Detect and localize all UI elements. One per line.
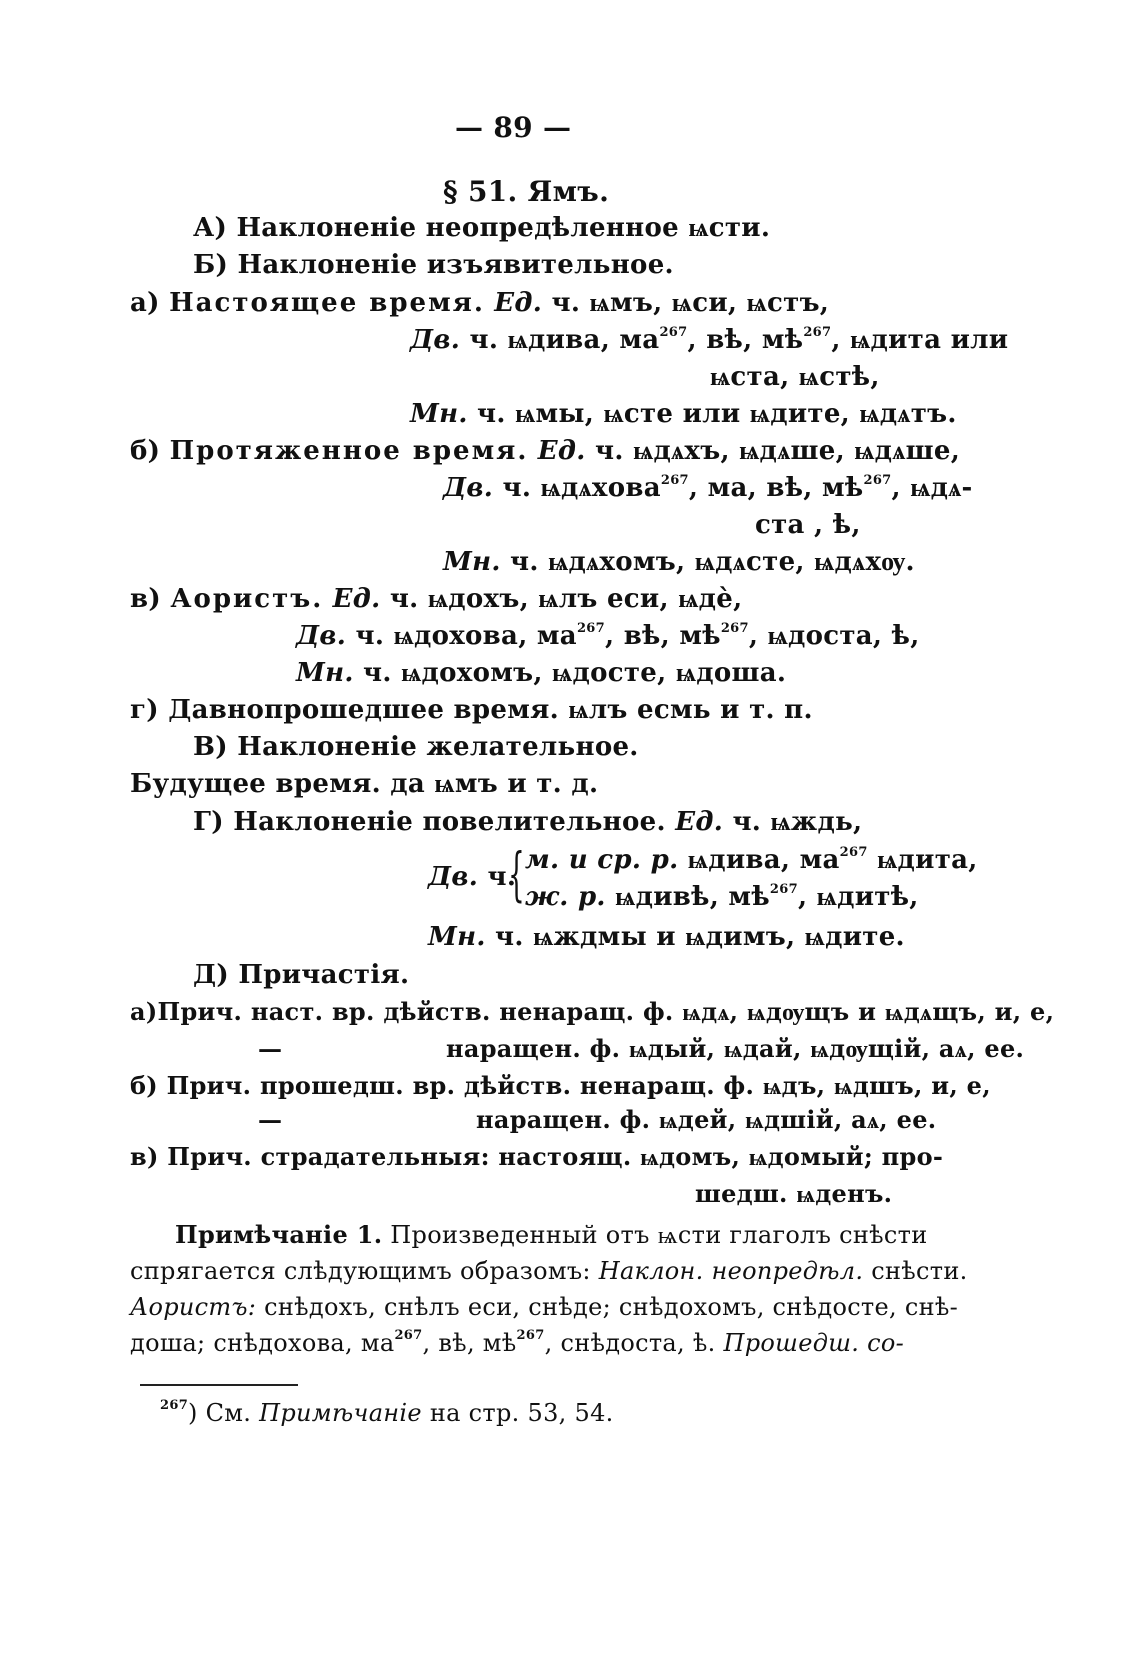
footnote-ref: 267 [839,845,868,860]
mood-a-line [193,213,770,243]
note-line4a: доша; снѣдохова, ма [130,1329,395,1357]
aorist-du-label: Дв. [296,621,347,651]
mood-b-line [193,250,674,280]
footnote-mark: 267 [160,1398,189,1413]
imperfect-sg: ѩдѧхъ, ѩдѧше, ѩдѧше, [633,436,961,466]
footnote [160,1398,614,1428]
footnote-ref: 267 [659,325,688,340]
present-line-2 [410,325,1008,355]
imperfect-line-3: ста , ѣ, [755,510,861,540]
aorist-du-a: ѩдохова, ма [393,621,577,651]
imperfect-ch: ч. [595,436,624,466]
aorist-label: Аористъ. [170,584,324,614]
present-du-label: Дв. [410,325,461,355]
mood-g-du-f-a: ѩдивѣ, мѣ [615,882,770,912]
aorist-marker: в) [130,584,161,614]
present-du-ch: ч. [469,325,499,355]
imperfect-du-1b: , ма, вѣ, мѣ [688,473,864,503]
future-form: да ѩмъ и т. д. [390,769,599,799]
present-du-1b: , вѣ, мѣ [687,325,804,355]
participle-a2-label: наращен. [446,1034,582,1063]
note-line-1 [175,1220,928,1250]
present-pl-ch: ч. [477,399,506,429]
mood-a-name: Наклоненіе неопредѣленное [236,213,679,243]
participle-b-f: ф. [723,1071,755,1100]
note-label: Примѣчаніе 1. [175,1220,383,1249]
mood-b-letter: Б) [193,250,229,280]
imperfect-du-1a: ѩдѧхова [540,473,661,503]
participle-b2-label: наращен. [476,1105,612,1134]
footnote-ref: 267 [769,882,798,897]
brace: { [508,840,525,908]
mood-g-du-label: Дв. [428,862,479,892]
imperfect-marker: б) [130,436,161,466]
footnote-ref: 267 [803,325,832,340]
participle-a-marker: а) [130,997,158,1026]
mood-g-du-f-gender: ж. р. [525,882,606,912]
present-ch: ч. [551,288,581,318]
section-title: Ямъ. [527,175,610,208]
present-du-1c: , ѩдита или [831,325,1009,355]
participle-a2-forms: ѩдый, ѩдай, ѩдѹщій, аѧ, ее. [628,1034,1025,1063]
participle-a-forms: ѩдѧ, ѩдѹщъ и ѩдѧщъ, и, е, [682,997,1055,1026]
imperfect-du-1c: , ѩдѧ- [891,473,973,503]
aorist-pl-label: Мн. [296,658,354,688]
imperfect-line-4 [443,547,915,577]
footnote-c: на стр. 53, 54. [429,1399,614,1427]
mood-a-letter: А) [193,213,228,243]
mood-a-form: ѩсти. [688,213,771,243]
participle-b-forms: ѩдъ, ѩдшъ, и, е, [762,1071,991,1100]
mood-g-du-masc [525,845,978,875]
note-line4d: Прошедш. со- [723,1329,904,1357]
present-pl-or: или [682,399,741,429]
mood-g-du-fem [525,882,919,912]
imperfect-pl: ѩдѧхомъ, ѩдѧсте, ѩдѧхѹ. [548,547,915,577]
note-line2a: спрягается слѣдующимъ образомъ: [130,1257,591,1285]
participle-c-marker: в) [130,1142,159,1171]
present-pl-1: ѩмы, ѩсте [515,399,674,429]
aorist-pl-ch: ч. [363,658,392,688]
mood-v-letter: В) [193,732,228,762]
pluperfect-marker: г) [130,695,159,725]
aorist-du-ch: ч. [355,621,385,651]
imperfect-du-label: Дв. [443,473,494,503]
participle-c-present: настоящ. ѩдомъ, ѩдомый; про- [498,1142,944,1171]
present-pl-2: ѩдите, ѩдѧтъ. [749,399,957,429]
aorist-line-1 [130,584,742,614]
note-line1-text: Произведенный отъ ѩсти глаголъ снѣсти [390,1221,928,1249]
participle-c-line [130,1142,943,1172]
imperfect-pl-ch: ч. [510,547,539,577]
participle-b2-line [476,1105,936,1135]
participle-a-label: Прич. наст. вр. дѣйств. ненаращ. [157,997,635,1026]
mood-g-du-m-gender: м. и ср. р. [525,845,679,875]
mood-v-line [193,732,639,762]
section-mark: § 51. [443,175,518,208]
footnote-ref: 267 [516,1328,545,1343]
aorist-ch: ч. [389,584,419,614]
mood-g-sg: ѩждь, [770,807,863,837]
participle-b-label: Прич. прошедш. вр. дѣйств. ненаращ. [166,1071,715,1100]
section-heading [443,177,609,207]
mood-g-du-ch: ч. [487,862,517,892]
mood-g-sg-label: Ед. [675,807,724,837]
note-line-2 [130,1256,968,1286]
note-line3b: снѣдохъ, снѣлъ еси, снѣде; снѣдохомъ, снѣдосте, снѣ- [264,1293,959,1321]
mood-d-name: Причастія. [238,960,410,990]
participle-a-dash: — [258,1034,283,1063]
participle-a-f: ф. [642,997,674,1026]
mood-d-letter: Д) [193,960,230,990]
mood-b-name: Наклоненіе изъявительное. [237,250,674,280]
aorist-line-3 [296,658,786,688]
mood-g-ch: ч. [732,807,762,837]
present-sg-label: Ед. [494,288,543,318]
participle-b2-f: ф. [619,1105,651,1134]
aorist-sg: ѩдохъ, ѩлъ еси, ѩдѐ, [427,584,743,614]
note-line-3 [130,1292,958,1322]
present-du-1a: ѩдива, ма [507,325,660,355]
note-line3a: Аористъ: [130,1293,257,1321]
present-pl-label: Мн. [410,399,468,429]
aorist-sg-label: Ед. [332,584,381,614]
participle-b2-forms: ѩдей, ѩдшій, аѧ, ее. [658,1105,937,1134]
footnote-ref: 267 [576,621,605,636]
footnote-ref: 267 [863,473,892,488]
future-line [130,769,598,799]
imperfect-du-ch: ч. [502,473,532,503]
mood-g-line [193,807,862,837]
mood-g-du-m-a: ѩдива, ма [687,845,840,875]
footnote-rule [140,1384,298,1386]
participle-c-label: Прич. страдательныя: [167,1142,490,1171]
present-line-4 [410,399,957,429]
mood-g-pl-ch: ч. [495,922,524,952]
aorist-line-2 [296,621,920,651]
present-label: Настоящее время. [169,288,485,318]
mood-v-name: Наклоненіе желательное. [237,732,639,762]
imperfect-line-1 [130,436,960,466]
imperfect-pl-label: Мн. [443,547,501,577]
aorist-du-b: , вѣ, мѣ [604,621,721,651]
present-sg: ѩмъ, ѩси, ѩстъ, [589,288,830,318]
present-line-1 [130,288,829,318]
participle-a-line [130,997,1054,1027]
note-line2c: снѣсти. [871,1257,968,1285]
footnote-b: Примѣчаніе [259,1399,422,1427]
page-number: — 89 — [455,111,572,144]
pluperfect-form: ѩлъ есмь и т. п. [568,695,813,725]
participle-b-dash: — [258,1105,283,1134]
future-label: Будущее время. [130,769,381,799]
participle-a2-f: ф. [589,1034,621,1063]
participle-b-line [130,1071,991,1101]
aorist-pl: ѩдохомъ, ѩдосте, ѩдоша. [401,658,787,688]
mood-g-du-f-b: , ѩдитѣ, [797,882,919,912]
mood-g-name: Наклоненіе повелительное. [233,807,666,837]
footnote-ref: 267 [720,621,749,636]
imperfect-line-2 [443,473,973,503]
imperfect-label: Протяженное время. [169,436,529,466]
participle-a2-line [446,1034,1024,1064]
imperfect-sg-label: Ед. [537,436,586,466]
pluperfect-line [130,695,813,725]
aorist-du-c: , ѩдоста, ѣ, [748,621,920,651]
mood-d-line [193,960,409,990]
mood-g-letter: Г) [193,807,224,837]
footnote-ref: 267 [660,473,689,488]
mood-g-du-m-b: ѩдита, [877,845,978,875]
present-line-3: ѩста, ѩстѣ, [710,362,880,392]
footnote-ref: 267 [394,1328,423,1343]
participle-c-past: шедш. ѩденъ. [695,1179,893,1208]
mood-g-pl: ѩждмы и ѩдимъ, ѩдите. [533,922,905,952]
footnote-a: ) См. [188,1399,252,1427]
note-line-4 [130,1328,904,1358]
note-line4b: , вѣ, мѣ [422,1329,517,1357]
note-line4c: , снѣдоста, ѣ. [544,1329,716,1357]
participle-b-marker: б) [130,1071,158,1100]
mood-g-pl-line [428,922,905,952]
present-marker: а) [130,288,160,318]
mood-g-pl-label: Мн. [428,922,486,952]
pluperfect-label: Давнопрошедшее время. [168,695,559,725]
mood-g-du-label-line [428,862,516,892]
note-line2b: Наклон. неопредѣл. [598,1257,864,1285]
